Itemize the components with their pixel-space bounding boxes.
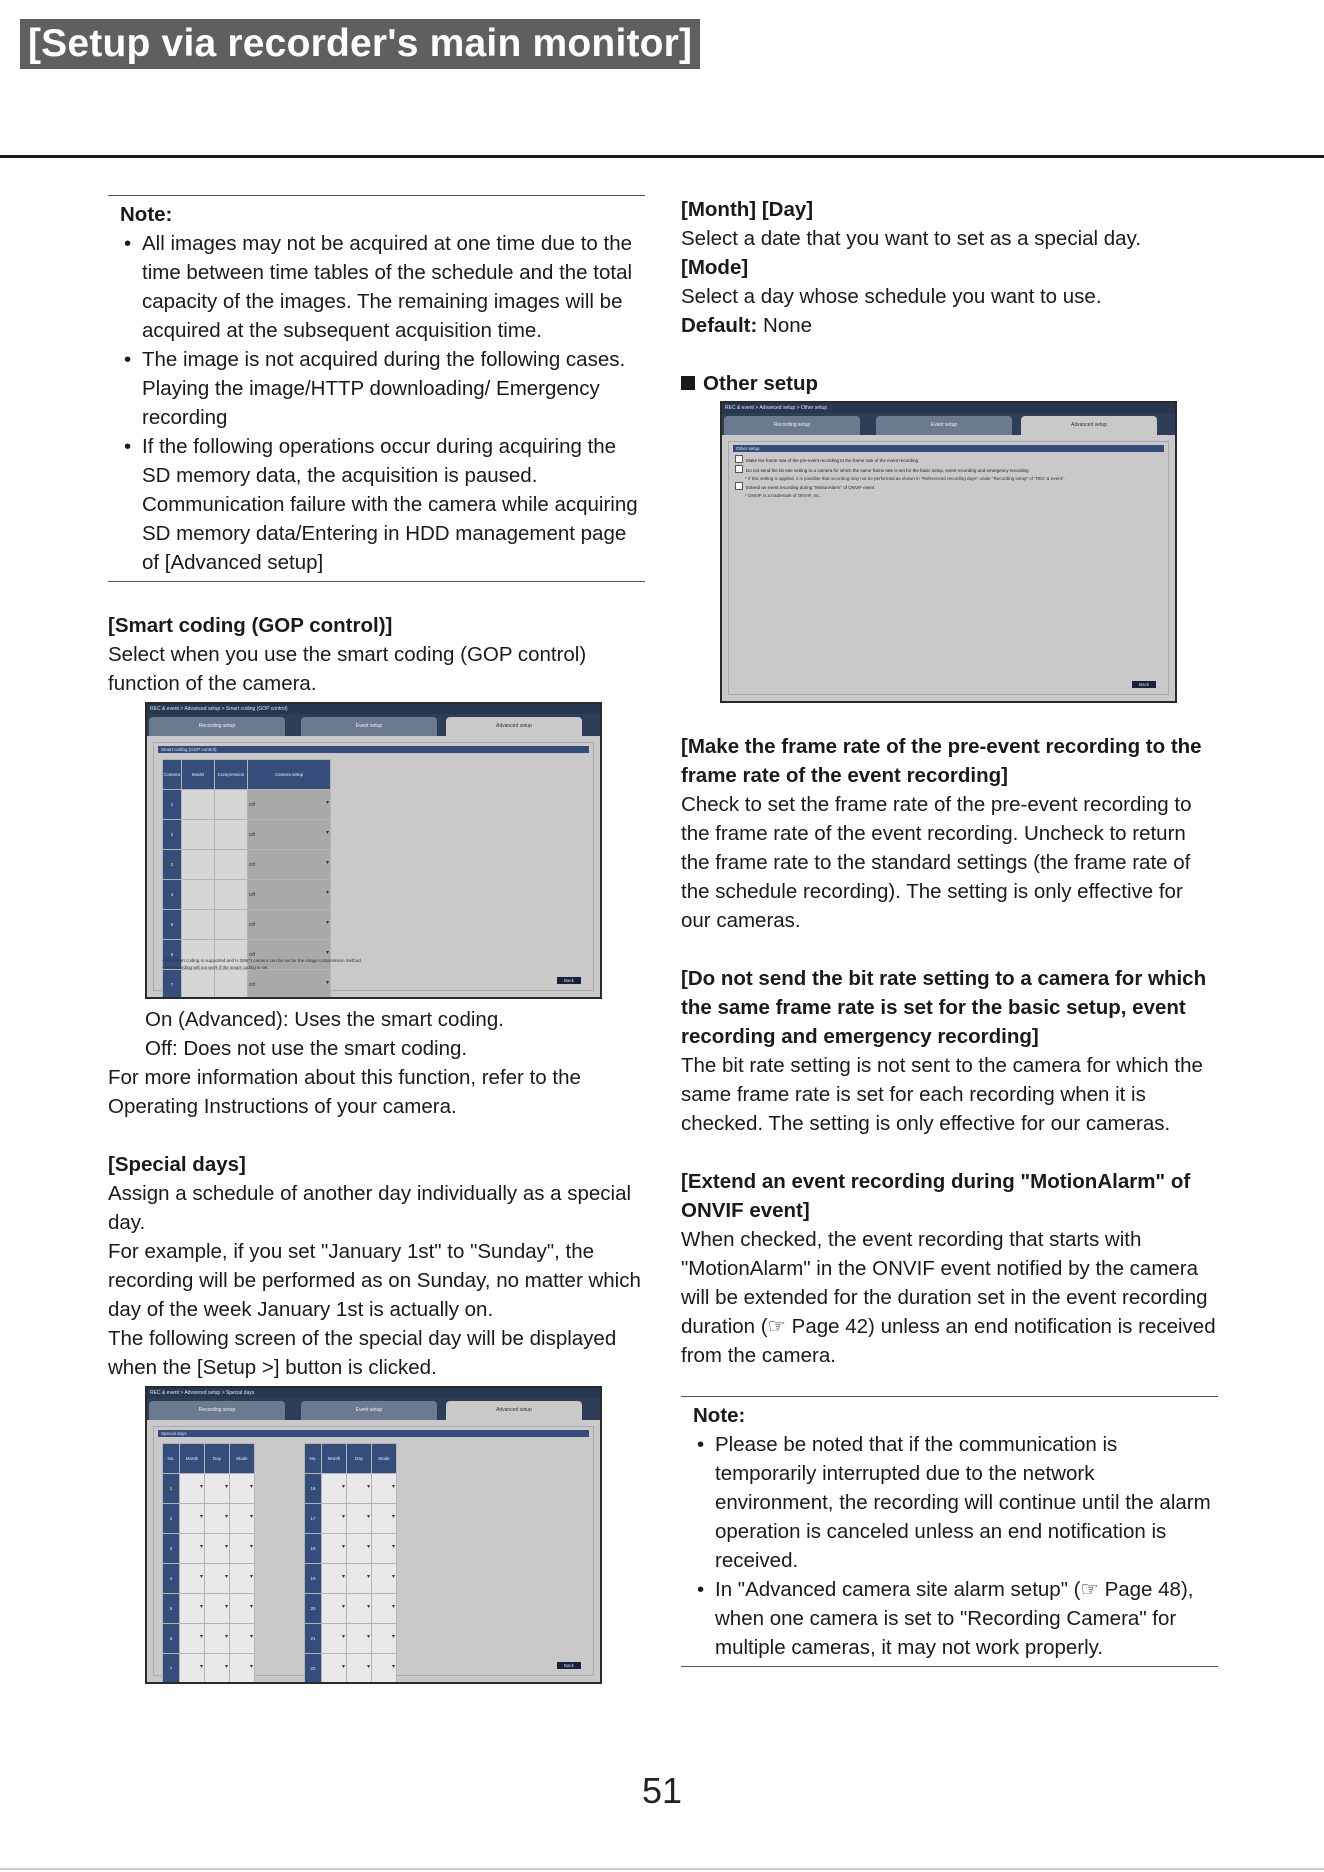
extend-body: When checked, the event recording that starts with "MotionAlarm" in the ONVIF event notified by the camera will be extended for the duration set in the event recording duration (☞ Page 42) unless an end notification is received from the camera. xyxy=(681,1228,1216,1367)
camera-number: 5 xyxy=(163,910,182,940)
month-select[interactable] xyxy=(180,1594,205,1624)
page-number: 51 xyxy=(641,1770,683,1811)
day-select[interactable] xyxy=(205,1504,230,1534)
month-select[interactable] xyxy=(322,1624,347,1654)
day-select[interactable] xyxy=(205,1684,230,1685)
tab-recording-setup[interactable]: Recording setup xyxy=(724,416,860,435)
tab-recording-setup[interactable]: Recording setup xyxy=(149,717,285,736)
section-bar: Special days xyxy=(158,1430,589,1437)
mode-select[interactable] xyxy=(230,1594,255,1624)
mode-select[interactable] xyxy=(372,1684,397,1685)
camera-number: 1 xyxy=(163,790,182,820)
mode-select[interactable] xyxy=(372,1564,397,1594)
month-select[interactable] xyxy=(180,1684,205,1685)
mode-select[interactable] xyxy=(372,1624,397,1654)
compression-cell xyxy=(215,880,248,910)
day-select[interactable] xyxy=(205,1564,230,1594)
special-days-table-left xyxy=(162,1443,255,1684)
camera-number: 7 xyxy=(163,970,182,1000)
model-cell xyxy=(182,880,215,910)
table-row xyxy=(305,1684,397,1685)
table-row xyxy=(163,880,331,910)
option-note: * If this setting is applied, it is possible that recording may not be performed as shown in "Referenced recording days" under "Recording setup" of "REC & event". xyxy=(745,476,1065,481)
screen-breadcrumb: REC & event > Advanced setup > Special days xyxy=(147,1388,600,1398)
mode-select[interactable] xyxy=(230,1534,255,1564)
mode-select[interactable] xyxy=(230,1624,255,1654)
camera-setup-select[interactable]: Off ▾ xyxy=(248,880,331,910)
bit-rate-body: The bit rate setting is not sent to the camera for which the same frame rate is set for each recording when it is checked. The setting is only effective for our cameras. xyxy=(681,1054,1203,1135)
default-label: Default: xyxy=(681,314,758,337)
table-row xyxy=(305,1504,397,1534)
tab-event-setup[interactable]: Event setup xyxy=(876,416,1012,435)
option-label: Make the frame rate of the pre-event recording to the frame rate of the event recording xyxy=(746,458,919,463)
model-cell xyxy=(182,850,215,880)
compression-cell xyxy=(215,970,248,1000)
tab-event-setup[interactable]: Event setup xyxy=(301,1401,437,1420)
table-row xyxy=(163,790,331,820)
special-days-heading: [Special days] xyxy=(108,1153,246,1176)
camera-setup-select[interactable]: Off ▾ xyxy=(248,910,331,940)
mode-select[interactable] xyxy=(372,1594,397,1624)
back-button[interactable]: Back xyxy=(557,1662,581,1669)
mode-default xyxy=(681,311,1218,340)
extend-heading: [Extend an event recording during "MotionAlarm" of ONVIF event] xyxy=(681,1170,1191,1222)
col-model: Model xyxy=(182,760,215,790)
day-select[interactable] xyxy=(205,1534,230,1564)
month-select[interactable] xyxy=(322,1534,347,1564)
model-cell xyxy=(182,790,215,820)
mode-select[interactable] xyxy=(230,1504,255,1534)
screen-panel xyxy=(153,742,594,991)
frame-rate-body: Check to set the frame rate of the pre-event recording to the frame rate of the event recording. Uncheck to return the frame rate to the standard settings (the frame rate of the schedule recording). The setting is only effective for our cameras. xyxy=(681,793,1192,932)
col-camera-setup: Camera setup xyxy=(248,760,331,790)
camera-number: 6 xyxy=(163,940,182,970)
option-off: Off: Does not use the smart coding. xyxy=(145,1037,468,1060)
screen-panel xyxy=(728,441,1169,695)
note-list xyxy=(693,1430,1218,1662)
row-number: 4 xyxy=(163,1564,180,1594)
tab-advanced-setup[interactable]: Advanced setup xyxy=(1021,416,1157,435)
col-no: No. xyxy=(163,1444,180,1474)
row-number: 20 xyxy=(305,1594,322,1624)
default-value: None xyxy=(763,314,813,337)
smart-coding-screen xyxy=(145,702,602,999)
row-number: 7 xyxy=(163,1654,180,1684)
month-select[interactable] xyxy=(322,1654,347,1684)
bottom-rule xyxy=(0,1868,1324,1870)
col-month: Month xyxy=(322,1444,347,1474)
tab-advanced-setup[interactable]: Advanced setup xyxy=(446,717,582,736)
day-select[interactable] xyxy=(205,1474,230,1504)
mode-body: Select a day whose schedule you want to use. xyxy=(681,285,1102,308)
note-item: • Please be noted that if the communication is temporarily interrupted due to the network environment, the recording will continue until the alarm operation is canceled unless an end notification is received. xyxy=(693,1430,1218,1575)
camera-setup-select[interactable]: Off ▾ xyxy=(248,970,331,1000)
square-bullet-icon xyxy=(681,376,695,390)
mode-select[interactable] xyxy=(372,1474,397,1504)
smart-coding-more-info: For more information about this function, refer to the Operating Instructions of your camera. xyxy=(108,1066,581,1118)
table-row xyxy=(163,1564,255,1594)
option-label: Do not send the bit rate setting to a camera for which the same frame rate is set for the basic setup, event recording and emergency recording xyxy=(746,468,1029,473)
compression-cell xyxy=(215,910,248,940)
row-number xyxy=(305,1684,322,1685)
screen-note: - Pre-recording will not work if the smart coding is set. xyxy=(162,965,269,970)
day-select[interactable] xyxy=(347,1504,372,1534)
month-day-heading: [Month] [Day] xyxy=(681,198,814,221)
month-select[interactable] xyxy=(322,1594,347,1624)
special-days-screen xyxy=(145,1386,602,1684)
day-select[interactable] xyxy=(347,1684,372,1685)
page-header: [Setup via recorder's main monitor] xyxy=(20,19,700,69)
note-item: • All images may not be acquired at one time due to the time between time tables of the schedule and the total capacity of the images. The remaining images will be acquired at the subsequent acquisition time. xyxy=(120,229,645,345)
row-number: 17 xyxy=(305,1504,322,1534)
camera-number: 2 xyxy=(163,820,182,850)
frame-rate-heading: [Make the frame rate of the pre-event recording to the frame rate of the event recording] xyxy=(681,735,1202,787)
note-box xyxy=(681,1396,1218,1667)
note-item: • In "Advanced camera site alarm setup" (☞ Page 48), when one camera is set to "Recording Camera" for multiple cameras, it may not work properly. xyxy=(693,1575,1218,1662)
table-row xyxy=(163,1624,255,1654)
day-select[interactable] xyxy=(347,1534,372,1564)
row-number: 21 xyxy=(305,1624,322,1654)
table-row xyxy=(163,1534,255,1564)
day-select[interactable] xyxy=(347,1474,372,1504)
section-bar: Smart coding (GOP control) xyxy=(158,746,589,753)
option-row[interactable] xyxy=(729,465,1168,475)
back-button[interactable]: Back xyxy=(557,977,581,984)
col-day: Day xyxy=(347,1444,372,1474)
day-select[interactable] xyxy=(347,1654,372,1684)
checkbox[interactable] xyxy=(735,465,743,473)
compression-cell xyxy=(215,850,248,880)
left-column xyxy=(108,195,645,1684)
table-row xyxy=(163,1474,255,1504)
tab-recording-setup[interactable]: Recording setup xyxy=(149,1401,285,1420)
day-select[interactable] xyxy=(347,1624,372,1654)
mode-select[interactable] xyxy=(230,1684,255,1685)
note-list xyxy=(120,229,645,577)
section-bar: Other setup xyxy=(733,445,1164,452)
mode-heading: [Mode] xyxy=(681,256,749,279)
table-row xyxy=(163,910,331,940)
smart-coding-heading: [Smart coding (GOP control)] xyxy=(108,614,393,637)
row-number: 1 xyxy=(163,1474,180,1504)
month-select[interactable] xyxy=(180,1474,205,1504)
month-select[interactable] xyxy=(322,1474,347,1504)
camera-number: 4 xyxy=(163,880,182,910)
mode-select[interactable] xyxy=(230,1654,255,1684)
month-select[interactable] xyxy=(322,1684,347,1685)
row-number: 6 xyxy=(163,1624,180,1654)
camera-setup-select[interactable]: Off ▾ xyxy=(248,790,331,820)
screen-panel xyxy=(153,1426,594,1676)
table-row xyxy=(163,820,331,850)
note-title: Note: xyxy=(693,1404,746,1427)
other-setup-label: Other setup xyxy=(703,372,819,395)
month-select[interactable] xyxy=(180,1654,205,1684)
option-row[interactable] xyxy=(729,455,1168,465)
camera-number: 3 xyxy=(163,850,182,880)
table-row xyxy=(305,1534,397,1564)
row-number: 18 xyxy=(305,1534,322,1564)
month-select[interactable] xyxy=(322,1564,347,1594)
table-row xyxy=(305,1474,397,1504)
col-month: Month xyxy=(180,1444,205,1474)
tab-event-setup[interactable]: Event setup xyxy=(301,717,437,736)
day-select[interactable] xyxy=(347,1594,372,1624)
camera-setup-select[interactable]: Off ▾ xyxy=(248,940,331,970)
col-mode: Mode xyxy=(372,1444,397,1474)
month-select[interactable] xyxy=(322,1504,347,1534)
table-row xyxy=(305,1564,397,1594)
other-setup-heading xyxy=(681,369,1218,398)
screen-breadcrumb: REC & event > Advanced setup > Smart coding (GOP control) xyxy=(147,704,600,714)
smart-coding-body: Select when you use the smart coding (GOP control) function of the camera. xyxy=(108,643,587,695)
table-row xyxy=(305,1624,397,1654)
table-row xyxy=(163,1594,255,1624)
row-number xyxy=(163,1684,180,1685)
mode-select[interactable] xyxy=(372,1504,397,1534)
note-title: Note: xyxy=(120,203,173,226)
month-day-body: Select a date that you want to set as a special day. xyxy=(681,227,1142,250)
col-compression: Compression xyxy=(215,760,248,790)
col-no: No. xyxy=(305,1444,322,1474)
bit-rate-heading: [Do not send the bit rate setting to a camera for which the same frame rate is set for the basic setup, event recording and emergency recording] xyxy=(681,967,1207,1048)
month-select[interactable] xyxy=(180,1624,205,1654)
screen-tabs xyxy=(722,413,1175,435)
day-select[interactable] xyxy=(347,1564,372,1594)
option-on: On (Advanced): Uses the smart coding. xyxy=(145,1008,504,1031)
month-select[interactable] xyxy=(180,1564,205,1594)
header-rule xyxy=(0,155,1324,158)
table-row xyxy=(163,1684,255,1685)
special-days-p1: Assign a schedule of another day individually as a special day. xyxy=(108,1182,632,1234)
mode-select[interactable] xyxy=(372,1534,397,1564)
option-row[interactable] xyxy=(729,482,1168,492)
compression-cell xyxy=(215,820,248,850)
special-days-p2: For example, if you set "January 1st" to "Sunday", the recording will be performed as on Sunday, no matter which day of the week January 1st is actually on. xyxy=(108,1240,641,1321)
table-row xyxy=(163,850,331,880)
row-number: 5 xyxy=(163,1594,180,1624)
screen-tabs xyxy=(147,714,600,736)
camera-setup-select[interactable]: Off ▾ xyxy=(248,850,331,880)
table-row xyxy=(305,1654,397,1684)
col-mode: Mode xyxy=(230,1444,255,1474)
mode-select[interactable] xyxy=(230,1564,255,1594)
day-select[interactable] xyxy=(205,1624,230,1654)
camera-setup-select[interactable]: Off ▾ xyxy=(248,820,331,850)
model-cell xyxy=(182,820,215,850)
row-number: 22 xyxy=(305,1654,322,1684)
note-item: • If the following operations occur during acquiring the SD memory data, the acquisition is paused. Communication failure with the camera while acquiring SD memory data/Entering in HDD management page of [Advanced setup] xyxy=(120,432,645,577)
screen-note: - The smart coding is supported and H.265(*) camera can be set for the image compression method. xyxy=(162,958,363,963)
col-day: Day xyxy=(205,1444,230,1474)
row-number: 16 xyxy=(305,1474,322,1504)
day-select[interactable] xyxy=(205,1654,230,1684)
model-cell xyxy=(182,910,215,940)
month-select[interactable] xyxy=(180,1534,205,1564)
note-item: • The image is not acquired during the following cases. Playing the image/HTTP downloading/ Emergency recording xyxy=(120,345,645,432)
model-cell xyxy=(182,970,215,1000)
screen-tabs xyxy=(147,1398,600,1420)
screen-breadcrumb: REC & event > Advanced setup > Other setup xyxy=(722,403,1175,413)
checkbox[interactable] xyxy=(735,455,743,463)
special-days-p3: The following screen of the special day will be displayed when the [Setup >] button is clicked. xyxy=(108,1327,617,1379)
table-row xyxy=(305,1594,397,1624)
tab-advanced-setup[interactable]: Advanced setup xyxy=(446,1401,582,1420)
table-row xyxy=(163,970,331,1000)
day-select[interactable] xyxy=(205,1594,230,1624)
note-box xyxy=(108,195,645,582)
special-days-table-right xyxy=(304,1443,397,1684)
compression-cell xyxy=(215,790,248,820)
option-label: Extend an event recording during "MotionAlarm" of ONVIF event xyxy=(746,485,875,490)
mode-select[interactable] xyxy=(230,1474,255,1504)
row-number: 3 xyxy=(163,1534,180,1564)
option-note: * ONVIF is a trademark of ONVIF, Inc. xyxy=(745,493,821,498)
other-setup-screen xyxy=(720,401,1177,703)
row-number: 2 xyxy=(163,1504,180,1534)
right-column xyxy=(681,195,1218,1667)
month-select[interactable] xyxy=(180,1504,205,1534)
back-button[interactable]: Back xyxy=(1132,681,1156,688)
row-number: 19 xyxy=(305,1564,322,1594)
table-row xyxy=(163,1504,255,1534)
col-camera: Camera xyxy=(163,760,182,790)
checkbox[interactable] xyxy=(735,482,743,490)
mode-select[interactable] xyxy=(372,1654,397,1684)
table-row xyxy=(163,1654,255,1684)
